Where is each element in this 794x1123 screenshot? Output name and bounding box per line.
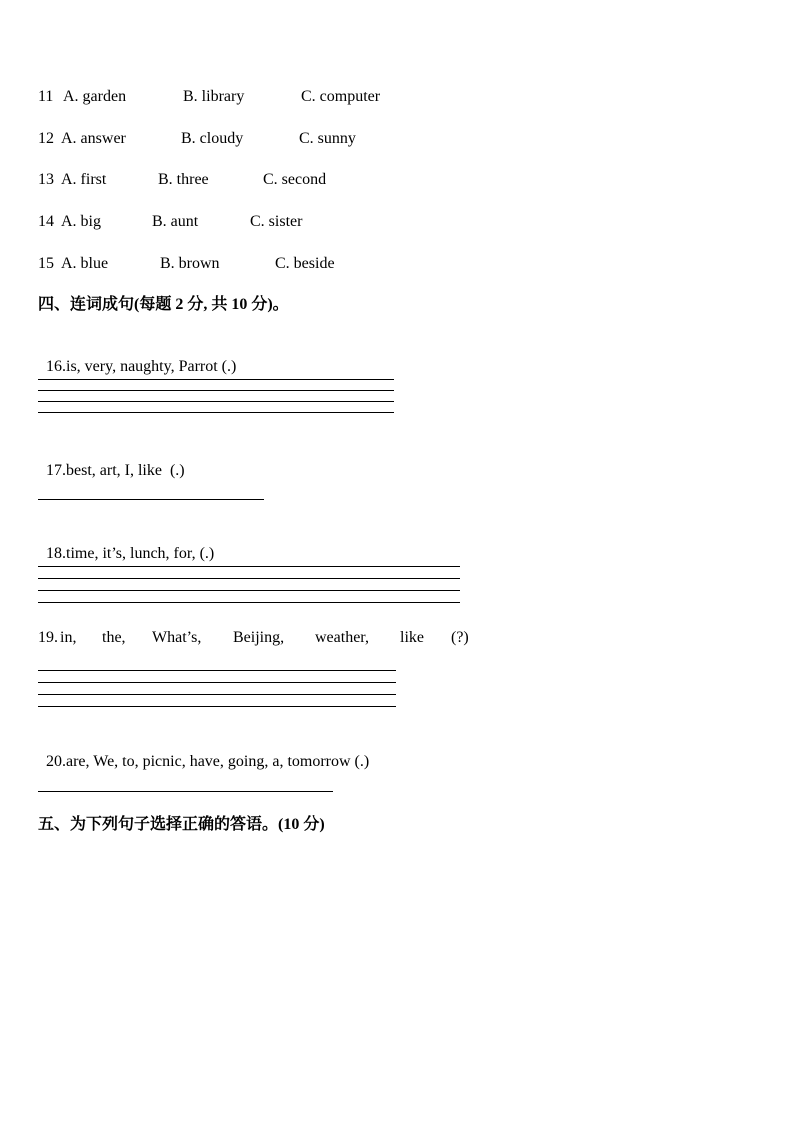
item-words: are, We, to, picnic, have, going, a, tomorrow (.) bbox=[66, 753, 370, 770]
sentence-item-17 bbox=[38, 441, 185, 481]
item-word: like bbox=[400, 629, 424, 646]
item-number: 19. bbox=[38, 629, 58, 646]
item-number: 13 bbox=[38, 171, 54, 188]
section-4-heading: 四、连词成句(每题 2 分, 共 10 分)。 bbox=[38, 296, 289, 313]
item-number: 20. bbox=[46, 753, 66, 770]
item-number: 11 bbox=[38, 88, 54, 105]
answer-line bbox=[38, 682, 396, 683]
item-words: best, art, I, like (.) bbox=[66, 462, 185, 479]
item-words: time, it’s, lunch, for, (.) bbox=[66, 545, 215, 562]
sentence-item-19 bbox=[38, 628, 472, 648]
answer-line bbox=[38, 499, 264, 500]
item-word: weather, bbox=[315, 629, 369, 646]
item-words: is, very, naughty, Parrot (.) bbox=[66, 358, 237, 375]
answer-line bbox=[38, 694, 396, 695]
answer-line bbox=[38, 791, 333, 792]
option-c: C. sister bbox=[250, 213, 303, 230]
answer-line bbox=[38, 602, 460, 603]
section-5-heading: 五、为下列句子选择正确的答语。(10 分) bbox=[38, 816, 325, 833]
item-number: 16. bbox=[46, 358, 66, 375]
sentence-item-20 bbox=[38, 732, 369, 772]
answer-line bbox=[38, 578, 460, 579]
option-b: B. library bbox=[183, 88, 245, 105]
sentence-item-16 bbox=[38, 337, 236, 377]
answer-line bbox=[38, 670, 396, 671]
option-c: C. computer bbox=[301, 88, 381, 105]
option-a: A. big bbox=[61, 213, 101, 230]
sentence-item-18 bbox=[38, 524, 214, 564]
option-c: C. sunny bbox=[299, 130, 356, 147]
answer-line bbox=[38, 590, 460, 591]
item-word: Beijing, bbox=[233, 629, 285, 646]
option-b: B. three bbox=[158, 171, 209, 188]
answer-line bbox=[38, 390, 394, 391]
answer-line bbox=[38, 412, 394, 413]
option-a: A. blue bbox=[61, 255, 109, 272]
answer-line bbox=[38, 566, 460, 567]
option-b: B. cloudy bbox=[181, 130, 244, 147]
option-c: C. second bbox=[263, 171, 327, 188]
option-a: A. first bbox=[61, 171, 107, 188]
option-c: C. beside bbox=[275, 255, 335, 272]
item-word: in, bbox=[60, 629, 77, 646]
item-number: 15 bbox=[38, 255, 54, 272]
item-number: 14 bbox=[38, 213, 54, 230]
answer-line bbox=[38, 379, 394, 380]
option-a: A. garden bbox=[63, 88, 127, 105]
option-b: B. brown bbox=[160, 255, 220, 272]
item-number: 18. bbox=[46, 545, 66, 562]
answer-line bbox=[38, 401, 394, 402]
answer-line bbox=[38, 706, 396, 707]
item-word: the, bbox=[102, 629, 126, 646]
item-number: 12 bbox=[38, 130, 54, 147]
option-a: A. answer bbox=[61, 130, 126, 147]
option-b: B. aunt bbox=[152, 213, 199, 230]
item-word: What’s, bbox=[152, 629, 202, 646]
item-word: (?) bbox=[451, 629, 469, 646]
item-number: 17. bbox=[46, 462, 66, 479]
